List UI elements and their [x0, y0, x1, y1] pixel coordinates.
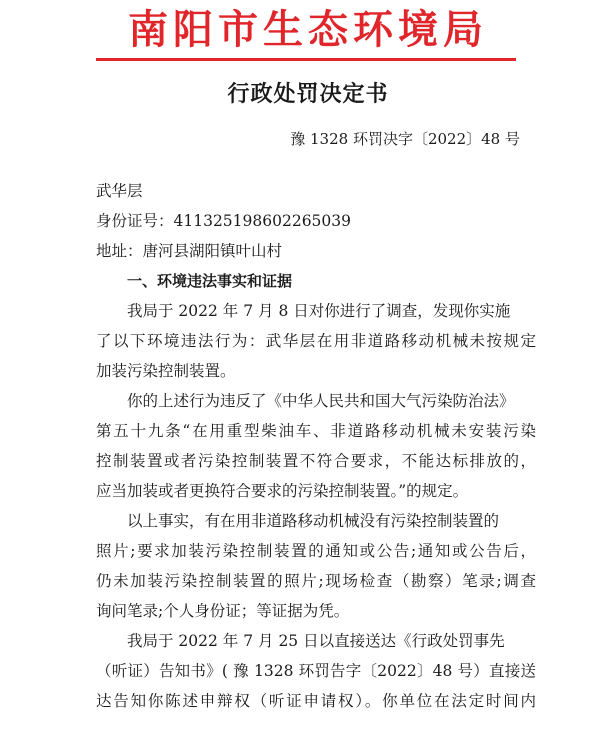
paragraph-line: （听证）告知书》( 豫 1328 环罚告字〔2022〕48 号）直接送 [96, 662, 536, 680]
paragraph-line: 仍未加装污染控制装置的照片;现场检查（勘察）笔录;调查 [96, 572, 536, 590]
document-body [96, 176, 536, 716]
paragraph-line: 加装污染控制装置。 [96, 362, 236, 380]
paragraph-line: 达告知你陈述申辩权（听证申请权）。你单位在法定时间内 [96, 692, 536, 710]
party-name: 武华层 [96, 182, 143, 200]
letterhead-red-rule [96, 58, 516, 61]
paragraph-line: 控制装置或者污染控制装置不符合要求，不能达标排放的， [96, 452, 536, 470]
section-heading-facts: 一、环境违法事实和证据 [127, 272, 293, 290]
paragraph-line: 你的上述行为违反了《中华人民共和国大气污染防治法》 [127, 392, 515, 410]
document-number: 豫 1328 环罚决字〔2022〕48 号 [290, 130, 520, 148]
party-id: 身份证号：411325198602265039 [96, 212, 352, 230]
paragraph-line: 应当加装或者更换符合要求的污染控制装置。”的规定。 [96, 482, 469, 500]
agency-letterhead: 南阳市生态环境局 [128, 6, 488, 53]
party-address: 地址：唐河县湖阳镇叶山村 [96, 242, 283, 260]
paragraph-line: 了以下环境违法行为：武华层在用非道路移动机械未按规定 [96, 332, 536, 350]
paragraph-line: 第五十九条“在用重型柴油车、非道路移动机械未安装污染 [96, 422, 536, 440]
paragraph-line: 以上事实，有在用非道路移动机械没有污染控制装置的 [127, 512, 500, 530]
paragraph-line: 我局于 2022 年 7 月 8 日对你进行了调查，发现你实施 [127, 302, 511, 320]
paragraph-line: 我局于 2022 年 7 月 25 日以直接送达《行政处罚事先 [127, 632, 505, 650]
paragraph-line: 照片;要求加装污染控制装置的通知或公告;通知或公告后， [96, 542, 536, 560]
paragraph-line: 询问笔录;个人身份证；等证据为凭。 [96, 602, 350, 620]
document-title: 行政处罚决定书 [227, 82, 389, 107]
